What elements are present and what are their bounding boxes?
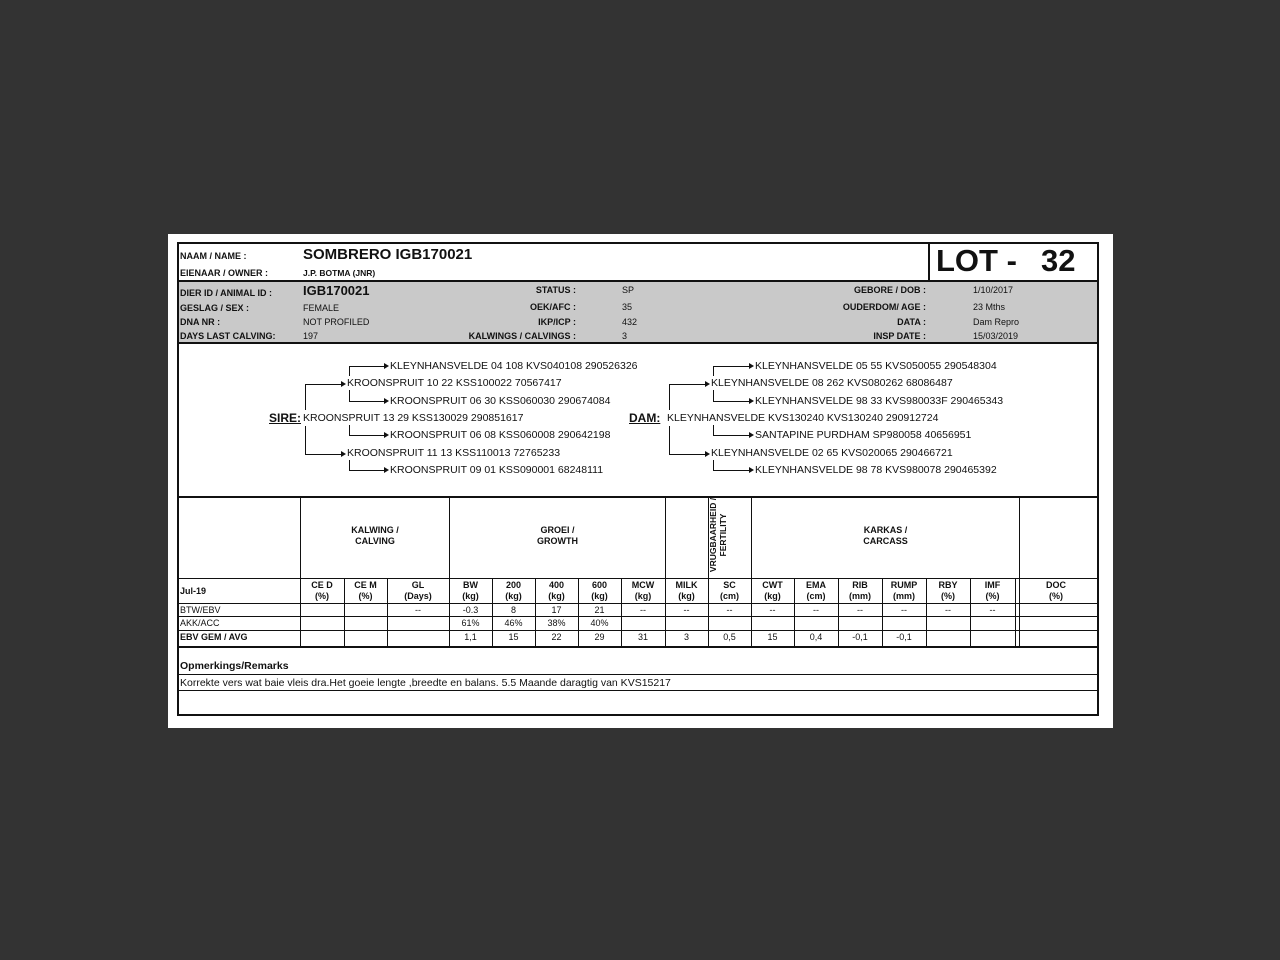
owner-label: EIENAAR / OWNER :: [180, 268, 269, 278]
age-value: 23 Mths: [973, 302, 1006, 312]
pedigree-divider: [179, 496, 1097, 498]
name-label: NAAM / NAME :: [180, 251, 247, 261]
ebv-cell: --: [989, 605, 996, 615]
ebv-cell: 29: [594, 632, 605, 642]
row-label-ebv: BTW/EBV: [180, 605, 221, 615]
sire-dam-name: KROONSPRUIT 11 13 KSS110013 72765233: [347, 447, 561, 459]
row-label-acc: AKK/ACC: [180, 618, 220, 628]
ebv-cell: 1,1: [464, 632, 477, 642]
calvings-value: 3: [622, 331, 628, 341]
status-value: SP: [622, 285, 635, 295]
lot-label: LOT -: [936, 243, 1017, 278]
dam-label: DAM:: [629, 411, 661, 425]
table-bottom-divider: [179, 646, 1097, 648]
dna-label: DNA NR :: [180, 317, 221, 327]
ebv-cell: 61%: [461, 618, 480, 628]
animal-id-label: DIER ID / ANIMAL ID :: [180, 288, 272, 298]
ebv-period: Jul-19: [180, 586, 207, 596]
growth-group-header: GROEI / GROWTH: [537, 525, 578, 546]
dam-sire-sire-name: KLEYNHANSVELDE 05 55 KVS050055 290548304: [755, 360, 997, 372]
calving-group-header: KALWING / CALVING: [351, 525, 399, 546]
remarks-text: Korrekte vers wat baie vleis dra.Het goeie lengte ,breedte en balans. 5.5 Maande daragtig van KVS15217: [180, 677, 671, 689]
column-header-imf: IMF (%): [984, 580, 1001, 601]
dam-dam-sire-name: SANTAPINE PURDHAM SP980058 40656951: [755, 429, 972, 441]
ebv-cell: 31: [637, 632, 648, 642]
column-header-rump: RUMP (mm): [890, 580, 918, 601]
column-header-rib: RIB (mm): [849, 580, 871, 601]
column-header-cwt: CWT (kg): [762, 580, 783, 601]
column-header-mcw: MCW (kg): [631, 580, 655, 601]
ebv-cell: 22: [551, 632, 562, 642]
column-header-ce-m: CE M (%): [354, 580, 377, 601]
ebv-cell: --: [901, 605, 907, 615]
row-label-avg: EBV GEM / AVG: [180, 632, 248, 642]
column-header-400: 400 (kg): [548, 580, 565, 601]
info-divider: [179, 342, 1097, 344]
dam-sire-dam-name: KLEYNHANSVELDE 98 33 KVS980033F 290465343: [755, 395, 1004, 407]
ebv-cell: 0,5: [723, 632, 736, 642]
ebv-cell: 38%: [547, 618, 566, 628]
lot-number: 32: [1041, 243, 1076, 278]
ebv-cell: --: [726, 605, 733, 615]
data-label: DATA :: [897, 317, 926, 327]
column-header-bw: BW (kg): [462, 580, 479, 601]
animal-name: SOMBRERO IGB170021: [303, 246, 473, 263]
dob-label: GEBORE / DOB :: [853, 285, 926, 295]
ebv-cell: 3: [683, 632, 689, 642]
sire-name: KROONSPRUIT 13 29 KSS130029 290851617: [303, 412, 524, 424]
sire-dam-sire-name: KROONSPRUIT 06 08 KSS060008 290642198: [390, 429, 611, 441]
ebv-cell: 21: [594, 605, 605, 615]
ebv-cell: 0,4: [809, 632, 823, 642]
dam-sire-name: KLEYNHANSVELDE 08 262 KVS080262 68086487: [711, 377, 953, 389]
icp-label: IKP/ICP :: [538, 317, 576, 327]
dob-value: 1/10/2017: [973, 285, 1014, 295]
ebv-cell: 46%: [504, 618, 523, 628]
ebv-cell: 17: [551, 605, 562, 615]
insp-date-label: INSP DATE :: [873, 331, 926, 341]
dam-name: KLEYNHANSVELDE KVS130240 KVS130240 290912724: [667, 412, 939, 424]
remarks-label: Opmerkings/Remarks: [180, 660, 289, 672]
ebv-cell: 40%: [590, 618, 609, 628]
afc-label: OEK/AFC :: [530, 302, 576, 312]
ebv-cell: 8: [510, 605, 516, 615]
dna-value: NOT PROFILED: [303, 317, 370, 327]
ebv-cell: --: [415, 605, 421, 615]
sire-dam-dam-name: KROONSPRUIT 09 01 KSS090001 68248111: [390, 464, 604, 476]
calvings-label: KALWINGS / CALVINGS :: [468, 331, 576, 341]
ebv-cell: -0,1: [896, 632, 912, 642]
ebv-cell: -0.3: [462, 605, 479, 615]
ebv-cell: --: [769, 605, 776, 615]
fertility-group-header: VRUGBAARHEID / FERTILITY: [708, 497, 728, 573]
status-label: STATUS :: [535, 285, 576, 295]
ebv-cell: 15: [508, 632, 519, 642]
column-header-sc: SC (cm): [719, 580, 739, 601]
column-header-200: 200 (kg): [505, 580, 522, 601]
owner-name: J.P. BOTMA (JNR): [303, 268, 376, 278]
sire-sire-dam-name: KROONSPRUIT 06 30 KSS060030 290674084: [390, 395, 611, 407]
sex-value: FEMALE: [303, 303, 340, 313]
sire-label: SIRE:: [269, 411, 302, 425]
ebv-cell: --: [945, 605, 951, 615]
days-last-calving-label: DAYS LAST CALVING:: [180, 331, 276, 341]
afc-value: 35: [622, 302, 633, 312]
sex-label: GESLAG / SEX :: [180, 303, 250, 313]
column-header-doc: DOC (%): [1046, 580, 1066, 601]
column-header-gl: GL (Days): [404, 580, 432, 601]
carcass-group-header: KARKAS / CARCASS: [863, 525, 908, 546]
dam-dam-name: KLEYNHANSVELDE 02 65 KVS020065 290466721: [711, 447, 953, 459]
card-frame: [177, 242, 1099, 716]
lot-divider: [928, 244, 930, 280]
data-value: Dam Repro: [973, 317, 1020, 327]
sire-sire-name: KROONSPRUIT 10 22 KSS100022 70567417: [347, 377, 562, 389]
column-header-ce-d: CE D (%): [311, 580, 333, 601]
age-label: OUDERDOM/ AGE :: [842, 302, 926, 312]
animal-id-value: IGB170021: [303, 283, 370, 298]
dam-dam-dam-name: KLEYNHANSVELDE 98 78 KVS980078 290465392: [755, 464, 997, 476]
ebv-cell: --: [813, 605, 819, 615]
icp-value: 432: [622, 317, 638, 327]
column-header-ema: EMA (cm): [806, 580, 826, 601]
days-last-calving-value: 197: [303, 331, 319, 341]
column-header-600: 600 (kg): [591, 580, 608, 601]
ebv-cell: --: [640, 605, 646, 615]
column-header-milk: MILK (kg): [675, 580, 698, 601]
sire-sire-sire-name: KLEYNHANSVELDE 04 108 KVS040108 290526326: [390, 360, 638, 372]
ebv-cell: 15: [767, 632, 778, 642]
ebv-cell: --: [683, 605, 690, 615]
insp-date-value: 15/03/2019: [973, 331, 1019, 341]
sale-card: [168, 234, 1113, 728]
column-header-rby: RBY (%): [938, 580, 958, 601]
ebv-cell: --: [857, 605, 863, 615]
ebv-cell: -0,1: [852, 632, 868, 642]
